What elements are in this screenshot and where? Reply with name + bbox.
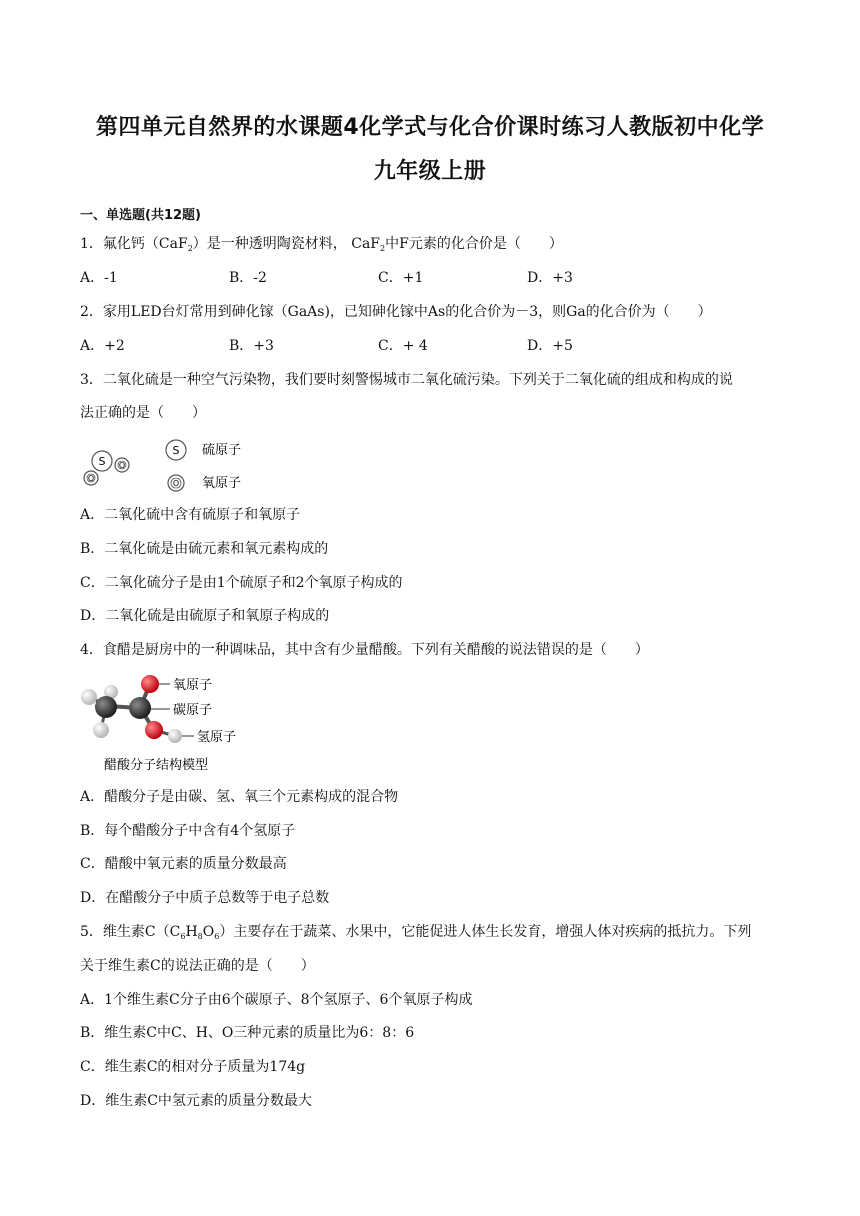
legend [166, 440, 241, 491]
oxygen-symbol: O [87, 474, 95, 483]
label-carbon-atom: 碳原子 [173, 703, 213, 718]
subscript: 2 [187, 244, 193, 253]
acetic-acid-model-figure [76, 670, 256, 776]
q4-option-a[interactable]: A．醋酸分子是由碳、氢、氧三个元素构成的混合物 [80, 789, 399, 805]
q2-option-c[interactable]: C．+ 4 [378, 338, 428, 354]
question-5-stem-line-2: 关于维生素C的说法正确的是（ ） [80, 958, 315, 974]
label-oxygen-atom: 氧原子 [173, 678, 213, 693]
so2-molecule-figure [76, 432, 266, 498]
q1-option-a[interactable]: A．-1 [80, 270, 118, 286]
subscript: 8 [197, 932, 203, 941]
hydrogen-atom [81, 689, 97, 705]
q1-option-d[interactable]: D．+3 [527, 270, 573, 286]
legend-sulfur-label: 硫原子 [202, 443, 242, 458]
q3-option-b[interactable]: B．二氧化硫是由硫元素和氧元素构成的 [80, 541, 329, 557]
question-5-stem-line-1 [80, 925, 751, 941]
subscript: 6 [180, 932, 186, 941]
q2-option-a[interactable]: A．+2 [80, 338, 125, 354]
q3-option-c[interactable]: C．二氧化硫分子是由1个硫原子和2个氧原子构成的 [80, 575, 403, 591]
hydrogen-atom [168, 729, 182, 743]
q4-option-d[interactable]: D．在醋酸分子中质子总数等于电子总数 [80, 890, 330, 906]
subscript: 2 [380, 244, 386, 253]
page-title-line-2: 九年级上册 [373, 159, 487, 184]
section-header: 一、单选题(共12题) [80, 208, 201, 223]
oxygen-atom [141, 675, 159, 693]
q2-option-b[interactable]: B．+3 [229, 338, 274, 354]
carbon-atom [129, 697, 151, 719]
q5-option-b[interactable]: B．维生素C中C、H、O三种元素的质量比为6：8：6 [80, 1025, 415, 1041]
q5-stem-part: H [185, 924, 198, 940]
so2-molecule-model [84, 451, 129, 485]
q1-option-c[interactable]: C．+1 [378, 270, 424, 286]
oxygen-symbol: O [118, 461, 126, 470]
page-title-line-1: 第四单元自然界的水课题4化学式与化合价课时练习人教版初中化学 [95, 115, 765, 140]
q5-option-a[interactable]: A．1个维生素C分子由6个碳原子、8个氢原子、6个氧原子构成 [80, 992, 473, 1008]
q5-option-d[interactable]: D．维生素C中氢元素的质量分数最大 [80, 1093, 312, 1109]
legend-sulfur-symbol: S [172, 444, 180, 457]
q3-option-d[interactable]: D．二氧化硫是由硫原子和氧原子构成的 [80, 608, 330, 624]
q1-stem-part: 中F元素的化合价是（ ） [385, 236, 563, 252]
q5-stem-part: 5．维生素C（C [80, 924, 181, 940]
legend-oxygen-label: 氧原子 [202, 476, 242, 491]
label-hydrogen-atom: 氢原子 [197, 730, 237, 745]
legend-oxygen-symbol: O [172, 479, 180, 488]
q2-option-d[interactable]: D．+5 [527, 338, 573, 354]
hydrogen-atom [93, 722, 109, 738]
q3-option-a[interactable]: A．二氧化硫中含有硫原子和氧原子 [80, 507, 301, 523]
sulfur-symbol: S [98, 455, 106, 468]
question-3-stem-line-1: 3．二氧化硫是一种空气污染物，我们要时刻警惕城市二氧化硫污染。下列关于二氧化硫的组成和构成的说 [80, 372, 733, 388]
question-3-stem-line-2: 法正确的是（ ） [80, 405, 206, 421]
q1-stem-part: ）是一种透明陶瓷材料， CaF [192, 236, 381, 252]
q1-stem-part: 1．氟化钙（CaF [80, 236, 188, 252]
figure-caption: 醋酸分子结构模型 [104, 758, 209, 773]
q1-option-b[interactable]: B．-2 [229, 270, 267, 286]
carbon-atom [95, 696, 117, 718]
q4-option-b[interactable]: B．每个醋酸分子中含有4个氢原子 [80, 823, 296, 839]
q4-option-c[interactable]: C．醋酸中氧元素的质量分数最高 [80, 856, 287, 872]
q5-stem-part: ）主要存在于蔬菜、水果中，它能促进人体生长发育，增强人体对疾病的抵抗力。下列 [219, 924, 752, 940]
subscript: 6 [214, 932, 220, 941]
question-2-stem: 2．家用LED台灯常用到砷化镓（GaAs)，已知砷化镓中As的化合价为－3，则Ga的化合价为（ ） [80, 304, 712, 320]
question-4-stem: 4．食醋是厨房中的一种调味品，其中含有少量醋酸。下列有关醋酸的说法错误的是（ ） [80, 642, 649, 658]
q5-stem-part: O [202, 924, 215, 940]
oxygen-atom [145, 721, 163, 739]
q5-option-c[interactable]: C．维生素C的相对分子质量为174g [80, 1059, 306, 1075]
question-1-stem [80, 237, 563, 253]
